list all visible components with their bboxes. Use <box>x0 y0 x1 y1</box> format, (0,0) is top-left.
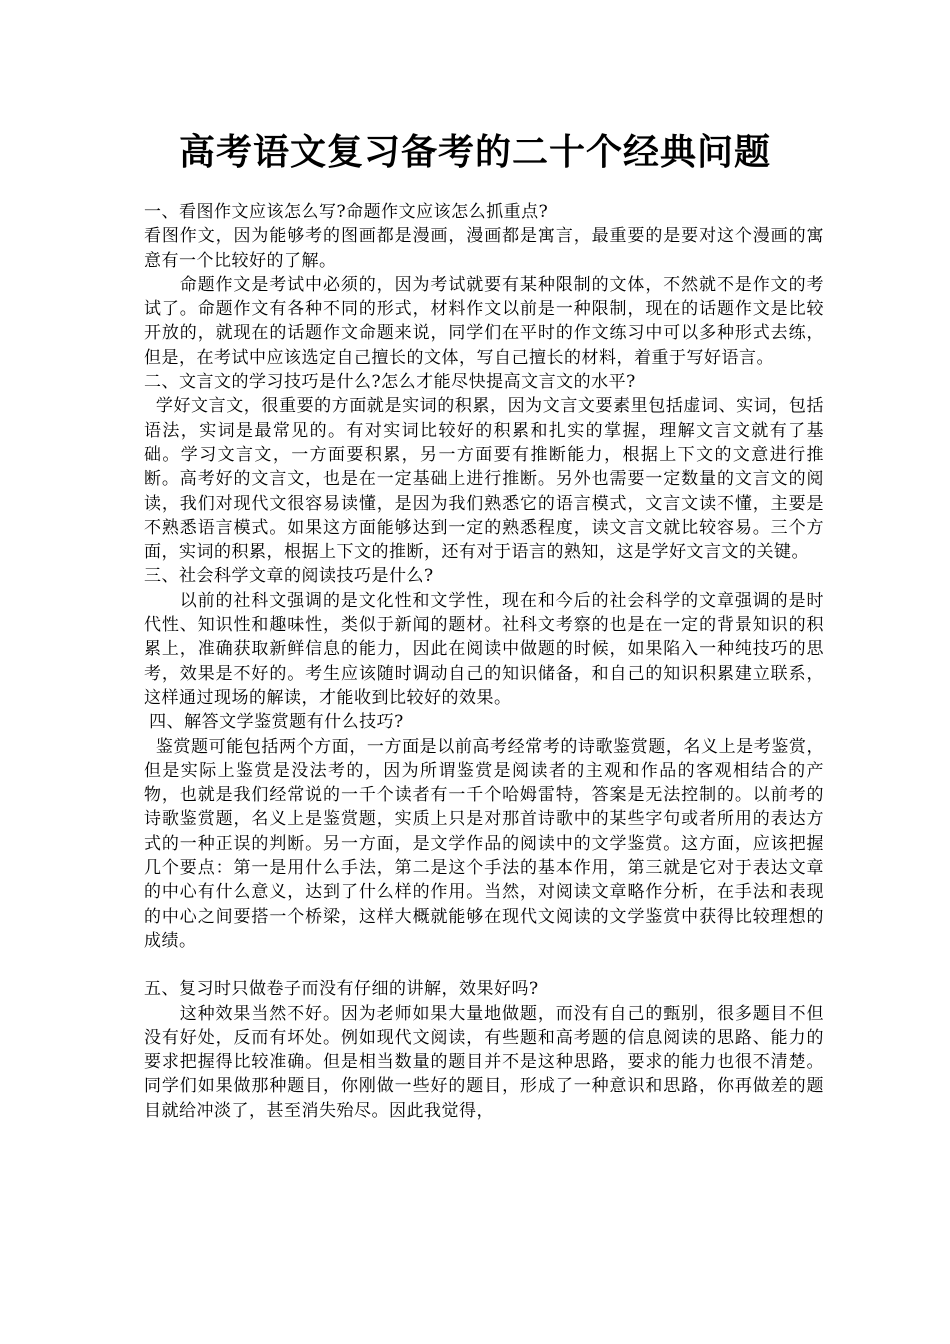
section-heading-3: 三、社会科学文章的阅读技巧是什么? <box>144 566 434 587</box>
section-5-paragraph-1: 这种效果当然不好。因为老师如果大量地做题，而没有自己的甄别，很多题目不但没有好处，反而有坏处。例如现代文阅读，有些题和高考题的信息阅读的思路、能力的要求把握得比较准确。但是相当数量的题目并不是这种思路，要求的能力也很不清楚。同学们如果做那种题目，你刚做一些好的题目，形成了一种意识和思路，你再做差的题目就给冲淡了，甚至消失殆尽。因此我觉得， <box>144 1003 824 1121</box>
section-2-paragraph-1: 学好文言文，很重要的方面就是实词的积累，因为文言文要素里包括虚词、实词，包括语法，实词是最常见的。有对实词比较好的积累和扎实的掌握，理解文言文就有了基础。学习文言文，一方面要积累，另一方面要有推断能力，根据上下文的文意进行推断。高考好的文言文，也是在一定基础上进行推断。另外也需要一定数量的文言文的阅读，我们对现代文很容易读懂，是因为我们熟悉它的语言模式，文言文读不懂，主要是不熟悉语言模式。如果这方面能够达到一定的熟悉程度，读文言文就比较容易。三个方面，实词的积累，根据上下文的推断，还有对于语言的熟知，这是学好文言文的关键。 <box>144 396 824 563</box>
section-heading-1: 一、看图作文应该怎么写?命题作文应该怎么抓重点? <box>144 202 549 222</box>
document-body <box>144 200 824 1123</box>
section-4-paragraph-1: 鉴赏题可能包括两个方面，一方面是以前高考经常考的诗歌鉴赏题，名义上是考鉴赏，但是实际上鉴赏是没法考的，因为所谓鉴赏是阅读者的主观和作品的客观相结合的产物，也就是我们经常说的一千个读者有一千个哈姆雷特，答案是无法控制的。以前考的诗歌鉴赏题，名义上是鉴赏题，实质上只是对那首诗歌中的某些字句或者所用的表达方式的一种正误的判断。另一方面，是文学作品的阅读中的文学鉴赏。这方面，应该把握几个要点：第一是用什么手法，第二是这个手法的基本作用，第三就是它对于表达文章的中心有什么意义，达到了什么样的作用。当然，对阅读文章略作分析，在手法和表现的中心之间要搭一个桥梁，这样大概就能够在现代文阅读的文学鉴赏中获得比较理想的成绩。 <box>144 736 824 951</box>
page-title: 高考语文复习备考的二十个经典问题 <box>178 131 771 173</box>
section-heading-4: 四、解答文学鉴赏题有什么技巧? <box>149 712 404 733</box>
section-3-paragraph-1: 以前的社科文强调的是文化性和文学性，现在和今后的社会科学的文章强调的是时代性、知识性和趣味性，类似于新闻的题材。社科文考察的也是在一定的背景知识的积累上，准确获取新鲜信息的能力，因此在阅读中做题的时候，如果陷入一种纯技巧的思考，效果是不好的。考生应该随时调动自己的知识储备，和自己的知识积累建立联系，这样通过现场的解读，才能收到比较好的效果。 <box>144 590 824 708</box>
section-1-paragraph-1: 看图作文，因为能够考的图画都是漫画，漫画都是寓言，最重要的是要对这个漫画的寓意有一个比较好的了解。 <box>144 226 824 271</box>
section-spacer <box>144 953 824 977</box>
section-1-paragraph-2: 命题作文是考试中必须的，因为考试就要有某种限制的文体，不然就不是作文的考试了。命题作文有各种不同的形式，材料作文以前是一种限制，现在的话题作文是比较开放的，就现在的话题作文命题来说，同学们在平时的作文练习中可以多种形式去练，但是，在考试中应该选定自己擅长的文体，写自己擅长的材料，着重于写好语言。 <box>144 274 824 368</box>
section-heading-2: 二、文言文的学习技巧是什么?怎么才能尽快提高文言文的水平? <box>144 372 636 393</box>
section-heading-5: 五、复习时只做卷子而没有仔细的讲解，效果好吗? <box>144 979 539 1000</box>
